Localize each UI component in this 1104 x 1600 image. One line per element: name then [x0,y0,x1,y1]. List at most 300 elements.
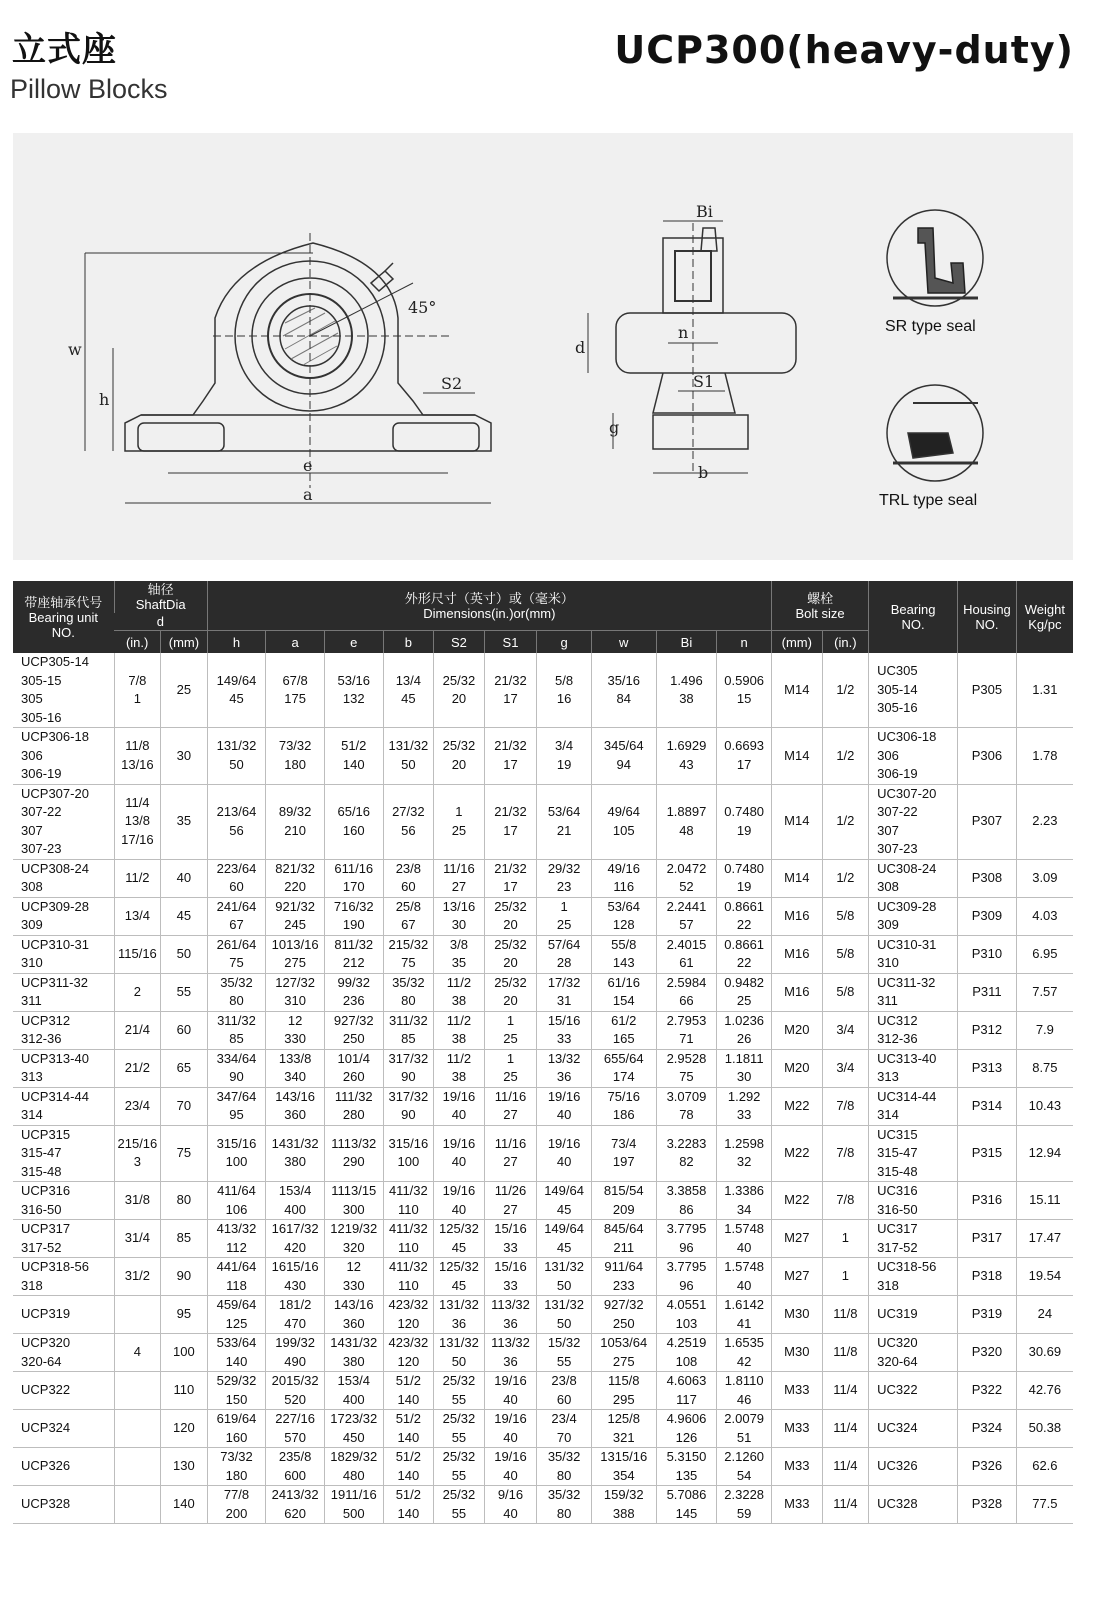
cell-dim-a: 235/8 600 [266,1448,325,1486]
cell-shaft-in: 21/4 [114,1011,161,1049]
cell-bolt-mm: M27 [772,1220,823,1258]
cell-dim-g: 23/4 70 [537,1410,592,1448]
cell-dim-n: 1.3386 34 [717,1182,772,1220]
cell-dim-h: 311/32 85 [207,1011,266,1049]
cell-dim-e: 927/32 250 [324,1011,383,1049]
label-angle: 45° [408,298,437,317]
table-row [13,1334,1073,1372]
cell-shaft-mm: 130 [161,1448,208,1486]
cell-weight: 19.54 [1016,1258,1073,1296]
cell-dim-a: 1013/16 275 [266,935,325,973]
cell-dim-w: 55/8 143 [591,935,656,973]
cell-housing-no: P314 [958,1087,1017,1125]
cell-dim-g: 17/32 31 [537,973,592,1011]
cell-dim-bi: 2.7953 71 [656,1011,717,1049]
cell-dim-w: 911/64 233 [591,1258,656,1296]
cell-dim-w: 75/16 186 [591,1087,656,1125]
cell-shaft-in [114,1486,161,1524]
cell-shaft-mm: 75 [161,1125,208,1182]
cell-dim-s2: 25/32 20 [434,653,485,728]
cell-dim-s1: 21/32 17 [484,784,537,859]
cell-dim-g: 5/8 16 [537,653,592,728]
cell-bearing-no: UC312 312-36 [869,1011,958,1049]
cell-dim-b: 215/32 75 [383,935,434,973]
cell-dim-g: 19/16 40 [537,1125,592,1182]
table-row [13,1296,1073,1334]
cell-dim-w: 35/16 84 [591,653,656,728]
cell-dim-n: 1.6535 42 [717,1334,772,1372]
header-shaft-in: (in.) [114,631,161,654]
model-title: UCP300(heavy-duty) [614,28,1074,72]
cell-bolt-mm: M27 [772,1258,823,1296]
cell-housing-no: P316 [958,1182,1017,1220]
cell-dim-s2: 1 25 [434,784,485,859]
label-n: n [678,323,689,342]
cell-dim-bi: 3.0709 78 [656,1087,717,1125]
cell-dim-w: 49/16 116 [591,859,656,897]
cell-dim-w: 655/64 174 [591,1049,656,1087]
header-housing-no: Housing NO. [958,581,1017,653]
table-row [13,784,1073,859]
cell-weight: 8.75 [1016,1049,1073,1087]
cell-dim-s2: 25/32 55 [434,1410,485,1448]
cell-dim-e: 101/4 260 [324,1049,383,1087]
cell-shaft-in [114,1296,161,1334]
cell-dim-s2: 131/32 50 [434,1334,485,1372]
cell-dim-n: 1.5748 40 [717,1258,772,1296]
cell-bolt-mm: M20 [772,1011,823,1049]
cell-shaft-mm: 65 [161,1049,208,1087]
cell-dim-s2: 11/2 38 [434,1049,485,1087]
table-row [13,859,1073,897]
cell-dim-w: 125/8 321 [591,1410,656,1448]
cell-dim-bi: 4.2519 108 [656,1334,717,1372]
cell-dim-s2: 131/32 36 [434,1296,485,1334]
cell-dim-s1: 21/32 17 [484,653,537,728]
sr-seal-caption: SR type seal [885,318,976,335]
cell-dim-h: 131/32 50 [207,728,266,785]
cell-dim-e: 1829/32 480 [324,1448,383,1486]
cell-housing-no: P308 [958,859,1017,897]
cell-dim-bi: 3.7795 96 [656,1258,717,1296]
table-row [13,1087,1073,1125]
cell-dim-g: 149/64 45 [537,1182,592,1220]
table-row [13,1182,1073,1220]
cell-unit-no: UCP317 317-52 [13,1220,114,1258]
cell-dim-e: 51/2 140 [324,728,383,785]
cell-dim-bi: 5.7086 145 [656,1486,717,1524]
cell-unit-no: UCP310-31 310 [13,935,114,973]
cell-dim-b: 411/32 110 [383,1220,434,1258]
cell-dim-bi: 2.9528 75 [656,1049,717,1087]
cell-dim-e: 65/16 160 [324,784,383,859]
cell-dim-w: 115/8 295 [591,1372,656,1410]
cell-shaft-mm: 140 [161,1486,208,1524]
cell-dim-bi: 4.6063 117 [656,1372,717,1410]
cell-dim-s2: 125/32 45 [434,1258,485,1296]
cell-dim-a: 1615/16 430 [266,1258,325,1296]
cell-shaft-mm: 35 [161,784,208,859]
trl-seal-caption: TRL type seal [879,492,978,509]
cell-dim-a: 181/2 470 [266,1296,325,1334]
cell-dim-bi: 2.2441 57 [656,897,717,935]
cell-dim-s2: 19/16 40 [434,1182,485,1220]
cell-dim-b: 317/32 90 [383,1087,434,1125]
cell-bolt-in: 5/8 [822,973,869,1011]
cell-bolt-mm: M14 [772,859,823,897]
cell-dim-a: 921/32 245 [266,897,325,935]
header-dim-s1: S1 [484,631,537,654]
cell-dim-b: 27/32 56 [383,784,434,859]
cell-dim-n: 2.0079 51 [717,1410,772,1448]
cell-bearing-no: UC324 [869,1410,958,1448]
cell-dim-s2: 25/32 55 [434,1486,485,1524]
cell-unit-no: UCP316 316-50 [13,1182,114,1220]
header-dim-s2: S2 [434,631,485,654]
cell-dim-w: 845/64 211 [591,1220,656,1258]
cell-dim-s2: 19/16 40 [434,1125,485,1182]
cell-dim-b: 51/2 140 [383,1486,434,1524]
cell-dim-a: 127/32 310 [266,973,325,1011]
cell-housing-no: P322 [958,1372,1017,1410]
cell-dim-e: 811/32 212 [324,935,383,973]
cell-dim-w: 73/4 197 [591,1125,656,1182]
cell-shaft-mm: 100 [161,1334,208,1372]
cell-dim-g: 149/64 45 [537,1220,592,1258]
cell-dim-s1: 19/16 40 [484,1448,537,1486]
cell-dim-n: 0.7480 19 [717,859,772,897]
cell-dim-w: 815/54 209 [591,1182,656,1220]
cell-dim-h: 77/8 200 [207,1486,266,1524]
cell-housing-no: P320 [958,1334,1017,1372]
cell-dim-n: 0.6693 17 [717,728,772,785]
cell-bolt-mm: M14 [772,653,823,728]
header-dim-bi: Bi [656,631,717,654]
label-e: e [303,456,313,475]
cell-bolt-mm: M33 [772,1372,823,1410]
cell-dim-bi: 2.0472 52 [656,859,717,897]
cell-shaft-mm: 45 [161,897,208,935]
cell-dim-e: 1723/32 450 [324,1410,383,1448]
cell-dim-s1: 113/32 36 [484,1296,537,1334]
cell-bearing-no: UC326 [869,1448,958,1486]
cell-dim-a: 199/32 490 [266,1334,325,1372]
cell-shaft-mm: 110 [161,1372,208,1410]
cell-dim-b: 51/2 140 [383,1410,434,1448]
cell-dim-s1: 9/16 40 [484,1486,537,1524]
cell-shaft-mm: 25 [161,653,208,728]
cell-weight: 15.11 [1016,1182,1073,1220]
cell-dim-s2: 25/32 20 [434,728,485,785]
cell-bolt-in: 11/8 [822,1296,869,1334]
cell-bolt-in: 1/2 [822,728,869,785]
label-s1: S1 [693,372,715,391]
cell-housing-no: P310 [958,935,1017,973]
table-row [13,1125,1073,1182]
table-row [13,1448,1073,1486]
cell-dim-g: 57/64 28 [537,935,592,973]
cell-dim-bi: 2.5984 66 [656,973,717,1011]
cell-dim-b: 131/32 50 [383,728,434,785]
cell-dim-g: 53/64 21 [537,784,592,859]
cell-shaft-mm: 85 [161,1220,208,1258]
cell-bolt-in: 11/8 [822,1334,869,1372]
cell-bolt-in: 3/4 [822,1011,869,1049]
cell-shaft-in: 31/2 [114,1258,161,1296]
cell-dim-s2: 25/32 55 [434,1448,485,1486]
cell-dim-a: 143/16 360 [266,1087,325,1125]
label-h: h [99,390,110,409]
cell-dim-g: 13/32 36 [537,1049,592,1087]
cell-dim-s1: 21/32 17 [484,859,537,897]
table-row [13,728,1073,785]
cell-dim-e: 153/4 400 [324,1372,383,1410]
cell-dim-s1: 19/16 40 [484,1410,537,1448]
cell-dim-w: 1053/64 275 [591,1334,656,1372]
cell-unit-no: UCP308-24 308 [13,859,114,897]
cell-dim-a: 73/32 180 [266,728,325,785]
cell-dim-s1: 21/32 17 [484,728,537,785]
cell-shaft-in [114,1372,161,1410]
cell-dim-g: 35/32 80 [537,1448,592,1486]
cell-bearing-no: UC320 320-64 [869,1334,958,1372]
header-dim-h: h [207,631,266,654]
cell-dim-s2: 125/32 45 [434,1220,485,1258]
cell-bearing-no: UC306-18 306 306-19 [869,728,958,785]
cell-dim-g: 15/32 55 [537,1334,592,1372]
cell-dim-bi: 1.496 38 [656,653,717,728]
cell-dim-e: 1113/15 300 [324,1182,383,1220]
cell-weight: 4.03 [1016,897,1073,935]
header-bolt-size: 螺栓 Bolt size [772,581,869,631]
cell-dim-w: 61/2 165 [591,1011,656,1049]
cell-dim-e: 111/32 280 [324,1087,383,1125]
cell-bolt-mm: M22 [772,1087,823,1125]
cell-bearing-no: UC315 315-47 315-48 [869,1125,958,1182]
cell-shaft-in: 7/8 1 [114,653,161,728]
cell-dim-b: 13/4 45 [383,653,434,728]
cell-dim-b: 411/32 110 [383,1182,434,1220]
label-b: b [698,463,709,482]
cell-unit-no: UCP313-40 313 [13,1049,114,1087]
cell-dim-n: 1.5748 40 [717,1220,772,1258]
cell-bearing-no: UC310-31 310 [869,935,958,973]
cell-bolt-in: 1 [822,1258,869,1296]
cell-bearing-no: UC314-44 314 [869,1087,958,1125]
cell-dim-e: 143/16 360 [324,1296,383,1334]
cell-unit-no: UCP312 312-36 [13,1011,114,1049]
table-row [13,1410,1073,1448]
title-chinese: 立式座 [12,30,117,70]
cell-dim-n: 2.1260 54 [717,1448,772,1486]
cell-unit-no: UCP320 320-64 [13,1334,114,1372]
label-s2: S2 [441,374,463,393]
table-row [13,973,1073,1011]
cell-unit-no: UCP307-20 307-22 307 307-23 [13,784,114,859]
cell-dim-g: 131/32 50 [537,1296,592,1334]
cell-dim-n: 0.8661 22 [717,897,772,935]
cell-shaft-in: 11/8 13/16 [114,728,161,785]
cell-dim-e: 611/16 170 [324,859,383,897]
cell-unit-no: UCP306-18 306 306-19 [13,728,114,785]
header-bolt-mm: (mm) [772,631,823,654]
cell-dim-bi: 5.3150 135 [656,1448,717,1486]
cell-dim-n: 0.5906 15 [717,653,772,728]
cell-unit-no: UCP309-28 309 [13,897,114,935]
pillow-block-drawing [13,133,1073,560]
cell-shaft-mm: 55 [161,973,208,1011]
cell-bearing-no: UC319 [869,1296,958,1334]
cell-weight: 12.94 [1016,1125,1073,1182]
cell-dim-bi: 4.0551 103 [656,1296,717,1334]
cell-housing-no: P319 [958,1296,1017,1334]
cell-weight: 3.09 [1016,859,1073,897]
cell-dim-h: 261/64 75 [207,935,266,973]
cell-dim-b: 51/2 140 [383,1448,434,1486]
header-dim-g: g [537,631,592,654]
cell-bolt-mm: M22 [772,1125,823,1182]
cell-bolt-in: 11/4 [822,1448,869,1486]
cell-bolt-mm: M16 [772,973,823,1011]
cell-housing-no: P312 [958,1011,1017,1049]
table-row [13,1220,1073,1258]
cell-dim-h: 241/64 67 [207,897,266,935]
cell-dim-a: 12 330 [266,1011,325,1049]
table-row [13,1372,1073,1410]
cell-dim-bi: 1.8897 48 [656,784,717,859]
cell-housing-no: P307 [958,784,1017,859]
cell-unit-no: UCP326 [13,1448,114,1486]
cell-bearing-no: UC316 316-50 [869,1182,958,1220]
cell-bolt-in: 7/8 [822,1087,869,1125]
technical-drawing-panel [13,133,1073,560]
cell-dim-w: 1315/16 354 [591,1448,656,1486]
header-shaft-mm: (mm) [161,631,208,654]
table-row [13,1049,1073,1087]
cell-shaft-mm: 95 [161,1296,208,1334]
cell-housing-no: P326 [958,1448,1017,1486]
cell-weight: 77.5 [1016,1486,1073,1524]
cell-dim-bi: 3.2283 82 [656,1125,717,1182]
cell-dim-h: 347/64 95 [207,1087,266,1125]
cell-dim-h: 334/64 90 [207,1049,266,1087]
cell-dim-h: 213/64 56 [207,784,266,859]
cell-shaft-in: 115/16 [114,935,161,973]
cell-bearing-no: UC308-24 308 [869,859,958,897]
cell-shaft-in: 23/4 [114,1087,161,1125]
cell-dim-bi: 3.7795 96 [656,1220,717,1258]
cell-shaft-in [114,1448,161,1486]
cell-dim-s2: 3/8 35 [434,935,485,973]
cell-dim-b: 35/32 80 [383,973,434,1011]
cell-dim-h: 73/32 180 [207,1448,266,1486]
cell-dim-s1: 25/32 20 [484,935,537,973]
cell-unit-no: UCP311-32 311 [13,973,114,1011]
cell-shaft-in: 11/4 13/8 17/16 [114,784,161,859]
cell-shaft-in: 31/8 [114,1182,161,1220]
cell-shaft-in: 2 [114,973,161,1011]
cell-dim-h: 315/16 100 [207,1125,266,1182]
cell-housing-no: P311 [958,973,1017,1011]
cell-housing-no: P318 [958,1258,1017,1296]
cell-bearing-no: UC317 317-52 [869,1220,958,1258]
cell-dim-s2: 13/16 30 [434,897,485,935]
cell-bolt-mm: M20 [772,1049,823,1087]
cell-weight: 62.6 [1016,1448,1073,1486]
cell-bolt-mm: M33 [772,1410,823,1448]
cell-unit-no: UCP324 [13,1410,114,1448]
cell-dim-g: 3/4 19 [537,728,592,785]
cell-weight: 50.38 [1016,1410,1073,1448]
cell-dim-g: 23/8 60 [537,1372,592,1410]
cell-weight: 17.47 [1016,1220,1073,1258]
cell-dim-b: 317/32 90 [383,1049,434,1087]
cell-weight: 10.43 [1016,1087,1073,1125]
cell-weight: 1.31 [1016,653,1073,728]
cell-bearing-no: UC318-56 318 [869,1258,958,1296]
cell-bolt-in: 11/4 [822,1410,869,1448]
cell-housing-no: P315 [958,1125,1017,1182]
cell-dim-a: 1617/32 420 [266,1220,325,1258]
cell-dim-s2: 11/2 38 [434,1011,485,1049]
cell-dim-s2: 19/16 40 [434,1087,485,1125]
cell-dim-h: 533/64 140 [207,1334,266,1372]
table-row [13,653,1073,728]
cell-housing-no: P306 [958,728,1017,785]
cell-dim-bi: 2.4015 61 [656,935,717,973]
cell-bolt-mm: M30 [772,1334,823,1372]
header-dim-w: w [591,631,656,654]
cell-dim-w: 927/32 250 [591,1296,656,1334]
cell-housing-no: P328 [958,1486,1017,1524]
cell-dim-n: 1.2598 32 [717,1125,772,1182]
cell-dim-n: 2.3228 59 [717,1486,772,1524]
cell-dim-s1: 25/32 20 [484,897,537,935]
header-weight: Weight Kg/pc [1016,581,1073,653]
cell-dim-s1: 19/16 40 [484,1372,537,1410]
cell-bearing-no: UC305 305-14 305-16 [869,653,958,728]
cell-dim-w: 159/32 388 [591,1486,656,1524]
cell-bolt-in: 1/2 [822,784,869,859]
cell-dim-s1: 25/32 20 [484,973,537,1011]
cell-shaft-mm: 90 [161,1258,208,1296]
cell-bolt-mm: M14 [772,784,823,859]
cell-dim-n: 0.9482 25 [717,973,772,1011]
cell-shaft-in: 11/2 [114,859,161,897]
header-dimensions: 外形尺寸（英寸）或（毫米） Dimensions(in.)or(mm) [207,581,771,631]
cell-bolt-mm: M16 [772,897,823,935]
cell-dim-h: 223/64 60 [207,859,266,897]
cell-dim-a: 89/32 210 [266,784,325,859]
cell-dim-e: 1219/32 320 [324,1220,383,1258]
cell-dim-b: 23/8 60 [383,859,434,897]
cell-weight: 24 [1016,1296,1073,1334]
table-row [13,1011,1073,1049]
cell-housing-no: P305 [958,653,1017,728]
cell-dim-g: 35/32 80 [537,1486,592,1524]
cell-dim-s2: 11/2 38 [434,973,485,1011]
cell-unit-no: UCP322 [13,1372,114,1410]
cell-housing-no: P317 [958,1220,1017,1258]
cell-dim-s1: 113/32 36 [484,1334,537,1372]
cell-dim-n: 1.292 33 [717,1087,772,1125]
cell-shaft-in: 31/4 [114,1220,161,1258]
cell-unit-no: UCP315 315-47 315-48 [13,1125,114,1182]
cell-unit-no: UCP318-56 318 [13,1258,114,1296]
cell-bolt-mm: M30 [772,1296,823,1334]
cell-bolt-mm: M33 [772,1486,823,1524]
cell-dim-e: 99/32 236 [324,973,383,1011]
